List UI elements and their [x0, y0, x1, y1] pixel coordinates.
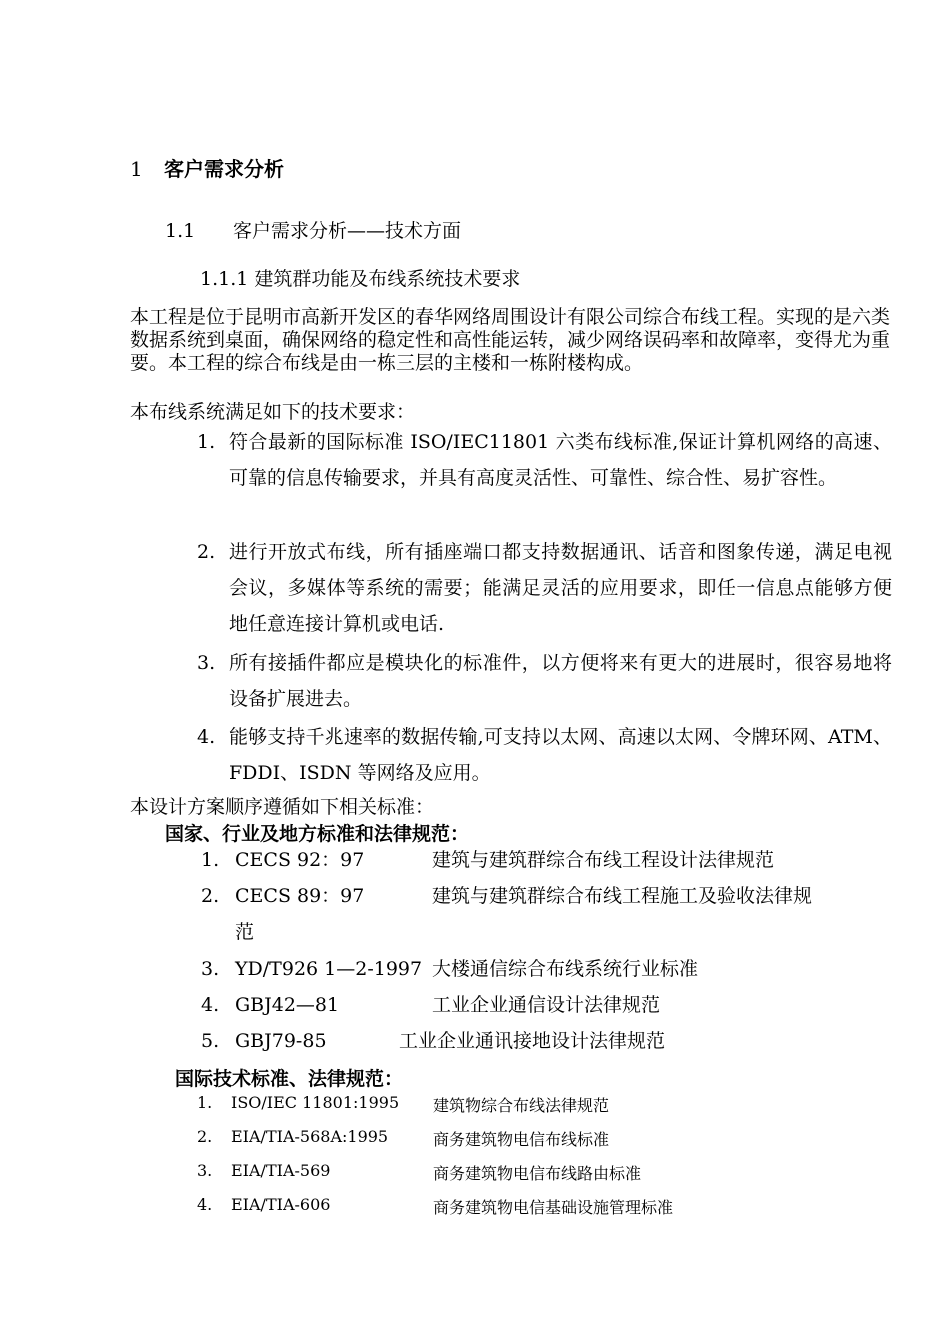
- requirement-item: [197, 534, 892, 642]
- standard-code: CECS 92：97: [235, 849, 365, 871]
- standard-code: GBJ79-85: [235, 1030, 327, 1052]
- requirement-text: 所有接插件都应是模块化的标准件，以方便将来有更大的进展时，很容易地将设备扩展进去。: [229, 652, 892, 710]
- standard-desc: 大楼通信综合布线系统行业标准: [432, 958, 699, 980]
- heading-1-number: 1: [130, 157, 143, 181]
- requirement-number: 1.: [197, 431, 216, 453]
- standard-number: 3.: [201, 958, 220, 980]
- heading-3-number: 1.1.1: [200, 268, 249, 290]
- requirement-item: [197, 719, 892, 791]
- intro-paragraph: 本工程是位于昆明市高新开发区的春华网络周围设计有限公司综合布线工程。实现的是六类数据系统到桌面，确保网络的稳定性和高性能运转，减少网络误码率和故障率，变得尤为重要。本工程的综合布线是由一栋三层的主楼和一栋附楼构成。: [130, 306, 891, 374]
- standard-code: EIA/TIA-569: [231, 1161, 331, 1180]
- standard-code: EIA/TIA-606: [231, 1195, 331, 1214]
- heading-2-title: 客户需求分析——技术方面: [233, 220, 462, 242]
- requirements-intro: 本布线系统满足如下的技术要求：: [130, 401, 416, 423]
- requirement-number: 3.: [197, 652, 216, 674]
- requirement-text: 进行开放式布线，所有插座端口都支持数据通讯、话音和图象传递，满足电视会议，多媒体等系统的需要；能满足灵活的应用要求，即任一信息点能够方便地任意连接计算机或电话.: [229, 541, 892, 635]
- standard-number: 4.: [197, 1195, 213, 1214]
- requirement-item: [197, 645, 892, 717]
- standard-desc-continued: 范: [235, 921, 255, 943]
- standard-code: YD/T926 1—2-1997: [235, 958, 423, 980]
- heading-1-title: 客户需求分析: [164, 157, 284, 181]
- standard-number: 4.: [201, 994, 220, 1016]
- standard-desc: 建筑与建筑群综合布线工程施工及验收法律规: [432, 885, 813, 907]
- requirement-item: [197, 424, 892, 496]
- standard-code: GBJ42—81: [235, 994, 340, 1016]
- standard-desc: 商务建筑物电信基础设施管理标准: [433, 1198, 674, 1217]
- requirement-number: 2.: [197, 541, 216, 563]
- standard-number: 5.: [201, 1030, 220, 1052]
- international-standards-heading: 国际技术标准、法律规范：: [175, 1068, 404, 1090]
- standard-desc: 商务建筑物电信布线路由标准: [433, 1164, 642, 1183]
- heading-1: [130, 153, 284, 182]
- standard-desc: 建筑与建筑群综合布线工程设计法律规范: [432, 849, 775, 871]
- standard-number: 3.: [197, 1161, 213, 1180]
- requirement-text: 符合最新的国际标准 ISO/IEC11801 六类布线标准,保证计算机网络的高速、可靠的信息传输要求，并具有高度灵活性、可靠性、综合性、易扩容性。: [229, 431, 892, 489]
- standard-desc: 工业企业通信设计法律规范: [432, 994, 661, 1016]
- heading-2-number: 1.1: [165, 220, 196, 242]
- national-standards-heading: 国家、行业及地方标准和法律规范：: [165, 823, 470, 845]
- standard-desc: 商务建筑物电信布线标准: [433, 1130, 610, 1149]
- requirement-text: 能够支持千兆速率的数据传输,可支持以太网、高速以太网、令牌环网、ATM、FDDI、ISDN 等网络及应用。: [229, 726, 892, 784]
- standard-desc: 工业企业通讯接地设计法律规范: [399, 1030, 666, 1052]
- standard-desc: 建筑物综合布线法律规范: [433, 1096, 610, 1115]
- standard-number: 1.: [201, 849, 220, 871]
- standards-intro: 本设计方案顺序遵循如下相关标准：: [130, 796, 435, 818]
- standard-number: 1.: [197, 1093, 213, 1112]
- standard-code: ISO/IEC 11801:1995: [231, 1093, 400, 1112]
- heading-3-title: 建筑群功能及布线系统技术要求: [254, 268, 521, 290]
- heading-3: [200, 264, 520, 291]
- standard-code: EIA/TIA-568A:1995: [231, 1127, 389, 1146]
- standard-number: 2.: [201, 885, 220, 907]
- requirement-number: 4.: [197, 726, 216, 748]
- standard-code: CECS 89：97: [235, 885, 365, 907]
- standard-number: 2.: [197, 1127, 213, 1146]
- heading-2: [165, 216, 461, 243]
